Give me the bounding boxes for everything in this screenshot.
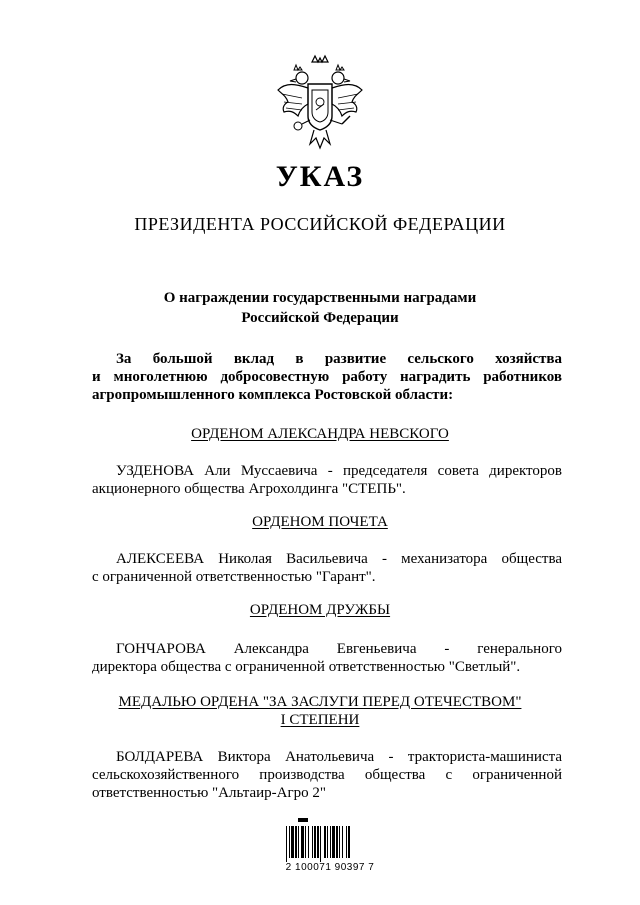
award-recipient-line: ГОНЧАРОВА Александра Евгеньевича - генерального: [116, 641, 562, 657]
award-recipient-line: УЗДЕНОВА Али Муссаевича - председателя совета директоров: [116, 463, 562, 479]
award-heading: ОРДЕНОМ АЛЕКСАНДРА НЕВСКОГО: [191, 426, 449, 442]
award-recipient-paragraph: [92, 550, 562, 586]
state-emblem-icon: [272, 54, 368, 154]
award-recipient-paragraph: [92, 640, 562, 676]
award-recipient-line: директора общества с ограниченной ответственностью "Светлый".: [92, 659, 521, 675]
award-recipient-paragraph: [92, 748, 562, 802]
award-recipient-line: с ограниченной ответственностью "Гарант".: [92, 569, 376, 585]
award-heading-degree: I СТЕПЕНИ: [280, 712, 360, 728]
award-heading: ОРДЕНОМ ДРУЖБЫ: [249, 602, 391, 618]
award-recipient-line: акционерного общества Агрохолдинга "СТЕПЬ".: [92, 481, 406, 497]
award-recipient-line: сельскохозяйственного производства общества с ограниченной: [92, 767, 562, 783]
document-subtitle: ПРЕЗИДЕНТА РОССИЙСКОЙ ФЕДЕРАЦИИ: [134, 214, 506, 234]
preamble-line: и многолетнюю добросовестную работу наградить работников: [92, 369, 562, 385]
barcode-number: 2 100071 90397 7: [285, 862, 375, 873]
preamble-paragraph: [92, 350, 562, 404]
award-heading: МЕДАЛЬЮ ОРДЕНА "ЗА ЗАСЛУГИ ПЕРЕД ОТЕЧЕСТВОМ": [118, 694, 522, 710]
award-heading: ОРДЕНОМ ПОЧЕТА: [252, 514, 388, 530]
award-recipient-line: БОЛДАРЕВА Виктора Анатольевича - тракториста-машиниста: [116, 749, 562, 765]
preamble-line: За большой вклад в развитие сельского хозяйства: [116, 351, 562, 367]
document-subject: [0, 288, 640, 328]
document-title: УКАЗ: [275, 160, 365, 193]
award-recipient-line: ответственностью "Альтаир-Агро 2": [92, 785, 327, 801]
award-recipient-paragraph: [92, 462, 562, 498]
preamble-line: агропромышленного комплекса Ростовской области:: [92, 387, 454, 403]
subject-line: Российской Федерации: [241, 310, 399, 326]
award-recipient-line: АЛЕКСЕЕВА Николая Васильевича - механизатора общества: [116, 551, 562, 567]
subject-line: О награждении государственными наградами: [163, 290, 477, 306]
